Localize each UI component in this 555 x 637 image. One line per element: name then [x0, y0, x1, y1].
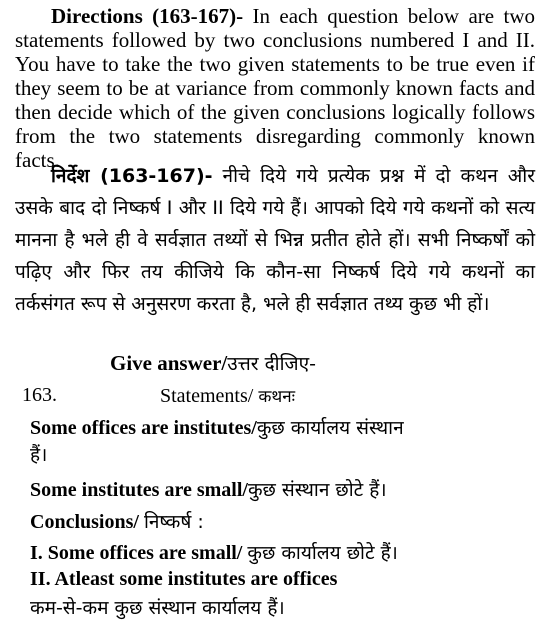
directions-heading-english: Directions (163-167)- [51, 4, 244, 28]
conclusion-1-english: I. Some offices are small/ [30, 542, 248, 564]
conclusion-2-english: II. Atleast some institutes are offices [30, 568, 338, 590]
directions-text-hindi: नीचे दिये गये प्रत्येक प्रश्न में दो कथन और उसके बाद दो निष्कर्ष I और II दिये गये हैं। आपको दिये गये कथनों को सत्य मानना है भले ही वे सर्वज्ञात तथ्यों से भिन्न प्रतीत होते हों। सभी निष्कर्षों को पढ़िए और फिर तय कीजिये कि कौन-सा निष्कर्ष दिये गये कथनों का तर्कसंगत रूप से अनुसरण करता है, भले ही सर्वज्ञात तथ्य कुछ भी हों। [15, 165, 535, 315]
statement-2-hindi: कुछ संस्थान छोटे हैं। [247, 479, 387, 501]
conclusions-label [30, 508, 204, 534]
statement-2 [30, 476, 387, 502]
conclusions-label-english: Conclusions/ [30, 511, 144, 533]
question-number: 163. [22, 384, 57, 406]
conclusion-1 [30, 539, 398, 565]
statement-2-english: Some institutes are small/ [30, 479, 248, 501]
statements-label-hindi: कथनः [258, 387, 296, 407]
give-answer-label [110, 350, 316, 376]
conclusions-label-hindi: निष्कर्ष : [143, 511, 204, 533]
directions-hindi [15, 160, 535, 320]
statements-label [160, 384, 295, 408]
statement-1-hindi-continued: हैं। [30, 444, 48, 466]
conclusion-2-hindi: कम-से-कम कुछ संस्थान कार्यालय हैं। [30, 597, 285, 619]
statement-1-english: Some offices are institutes/ [30, 417, 257, 439]
statement-1-hindi: कुछ कार्यालय संस्थान [256, 417, 404, 439]
directions-english [15, 4, 535, 172]
statements-label-english: Statements/ [160, 385, 259, 407]
statement-1 [30, 414, 404, 440]
conclusion-1-hindi: कुछ कार्यालय छोटे हैं। [247, 542, 398, 564]
directions-heading-hindi: निर्देश (163-167)- [51, 165, 213, 187]
directions-text-english: In each question below are two statements followed by two conclusions numbered I and II. You have to take the two given statements to be true even if they seem to be at variance from commonly known facts and then decide which of the given conclusions logically follows from the two statements disregarding commonly known facts. [15, 4, 535, 172]
give-answer-english: Give answer/ [110, 351, 228, 375]
give-answer-hindi: उत्तर दीजिए- [227, 353, 316, 375]
